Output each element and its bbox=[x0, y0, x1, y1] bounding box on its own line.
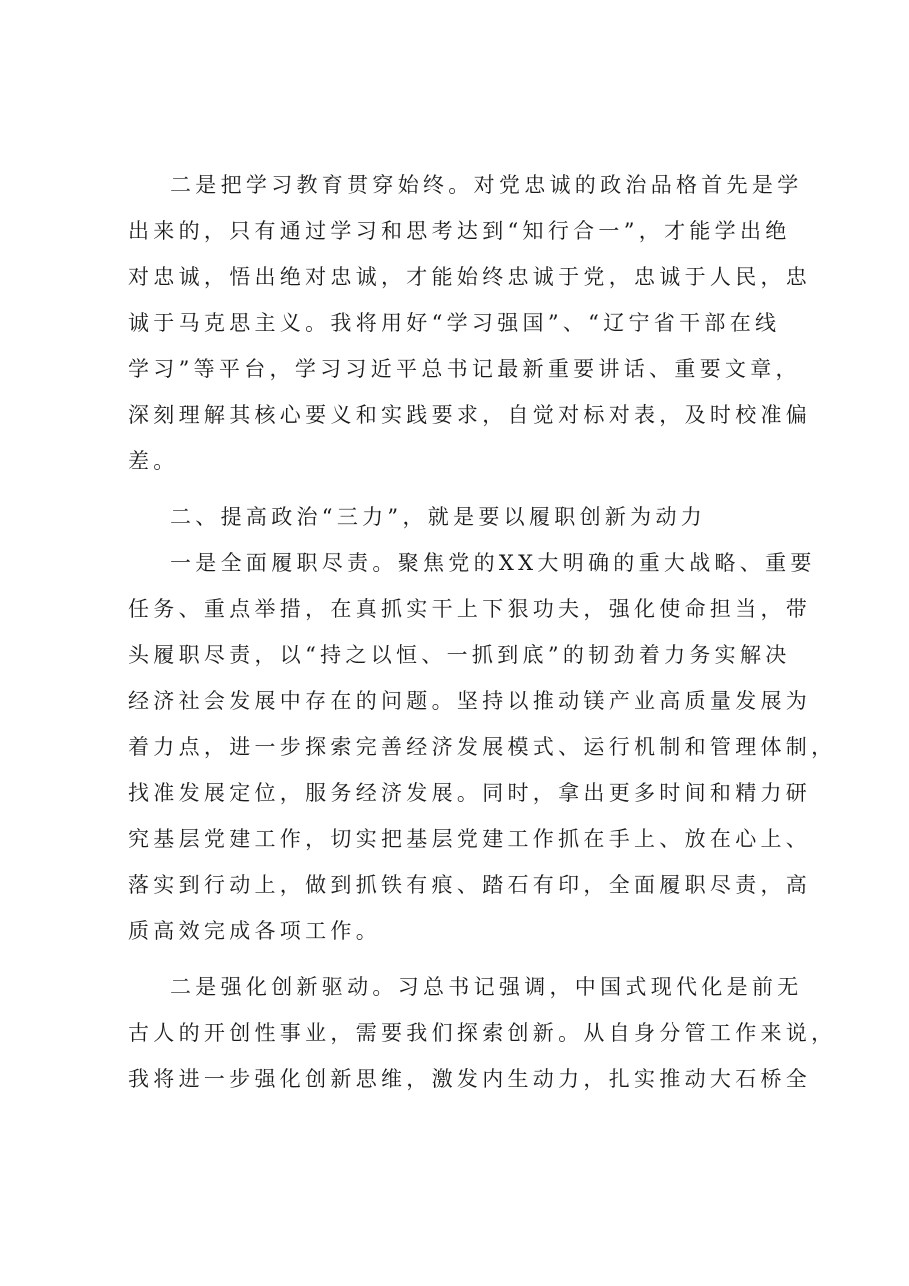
paragraph-line: 古人的开创性事业，需要我们探索创新。从自身分管工作来说， bbox=[128, 1021, 837, 1045]
paragraph-line: 究基层党建工作，切实把基层党建工作抓在手上、放在心上、 bbox=[128, 827, 812, 851]
paragraph-line: 着力点，进一步探索完善经济发展模式、运行机制和管理体制， bbox=[128, 735, 837, 759]
paragraph-line: 深刻理解其核心要义和实践要求，自觉对标对表，及时校准偏 bbox=[128, 403, 812, 427]
paragraph-line: 诚于马克思主义。我将用好“学习强国”、“辽宁省干部在线 bbox=[128, 311, 781, 335]
paragraph-line: 一是全面履职尽责。聚焦党的XX大明确的重大战略、重要 bbox=[170, 551, 816, 575]
section-heading: 二、提高政治“三力”，就是要以履职创新为动力 bbox=[170, 505, 707, 529]
paragraph-line: 质高效完成各项工作。 bbox=[128, 919, 381, 943]
paragraph-line: 经济社会发展中存在的问题。坚持以推动镁产业高质量发展为 bbox=[128, 689, 812, 713]
paragraph-line: 二是强化创新驱动。习总书记强调，中国式现代化是前无 bbox=[170, 975, 803, 999]
paragraph-line: 对忠诚，悟出绝对忠诚，才能始终忠诚于党，忠诚于人民，忠 bbox=[128, 265, 812, 289]
paragraph-line: 出来的，只有通过学习和思考达到“知行合一”，才能学出绝 bbox=[128, 219, 791, 243]
paragraph-line: 找准发展定位，服务经济发展。同时，拿出更多时间和精力研 bbox=[128, 781, 812, 805]
paragraph-line: 落实到行动上，做到抓铁有痕、踏石有印，全面履职尽责，高 bbox=[128, 873, 812, 897]
paragraph-line: 差。 bbox=[128, 449, 179, 473]
paragraph-line: 头履职尽责，以“持之以恒、一抓到底”的韧劲着力务实解决 bbox=[128, 643, 791, 667]
paragraph-line: 二是把学习教育贯穿始终。对党忠诚的政治品格首先是学 bbox=[170, 173, 803, 197]
paragraph-line: 任务、重点举措，在真抓实干上下狠功夫，强化使命担当，带 bbox=[128, 597, 812, 621]
paragraph-line: 我将进一步强化创新思维，激发内生动力，扎实推动大石桥全 bbox=[128, 1067, 812, 1091]
paragraph-line: 学习”等平台，学习习近平总书记最新重要讲话、重要文章， bbox=[128, 357, 801, 381]
